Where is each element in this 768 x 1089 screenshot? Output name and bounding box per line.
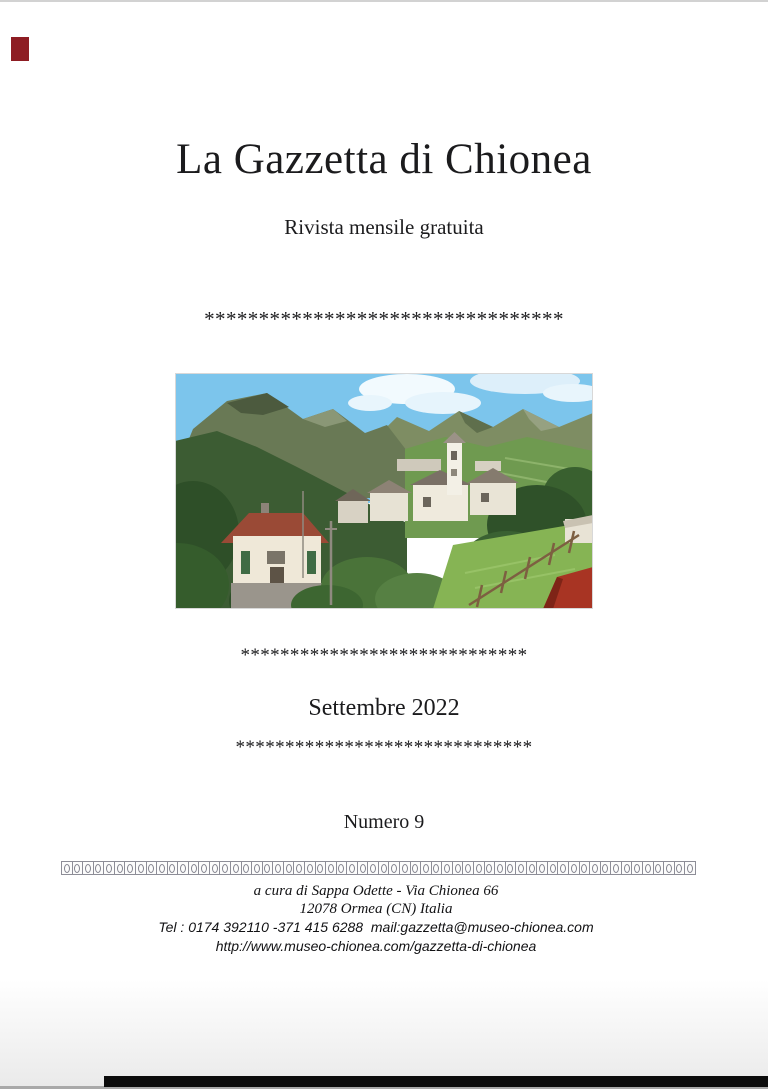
boxed-circle-glyph [684,861,696,875]
page-top-border [0,0,768,2]
footer-editor-line: a cura di Sappa Odette - Via Chionea 66 [253,883,499,899]
issue-number: Numero 9 [343,811,425,833]
page-subtitle: Rivista mensile gratuita [284,215,484,239]
footer-contact-line: Tel : 0174 392110 -371 415 6288 mail:gazzetta@museo-chionea.com [158,919,594,935]
cover-photo [175,373,593,609]
footer-block [0,882,752,956]
ornament-divider [62,861,696,875]
corner-red-marker [11,37,29,61]
page-title: La Gazzetta di Chionea [176,136,592,183]
footer-url-link[interactable]: http://www.museo-chionea.com/gazzetta-di-chionea [215,938,537,954]
asterisk-separator-bottom: ****************************** [235,737,533,758]
footer-address-line: 12078 Ormea (CN) Italia [299,901,453,917]
issue-month: Settembre 2022 [308,695,460,721]
page-bottom-shadow [0,980,768,1086]
asterisk-separator-top: ********************************* [204,307,564,331]
bottom-black-bar [104,1076,768,1087]
asterisk-separator-middle: ***************************** [240,645,528,666]
